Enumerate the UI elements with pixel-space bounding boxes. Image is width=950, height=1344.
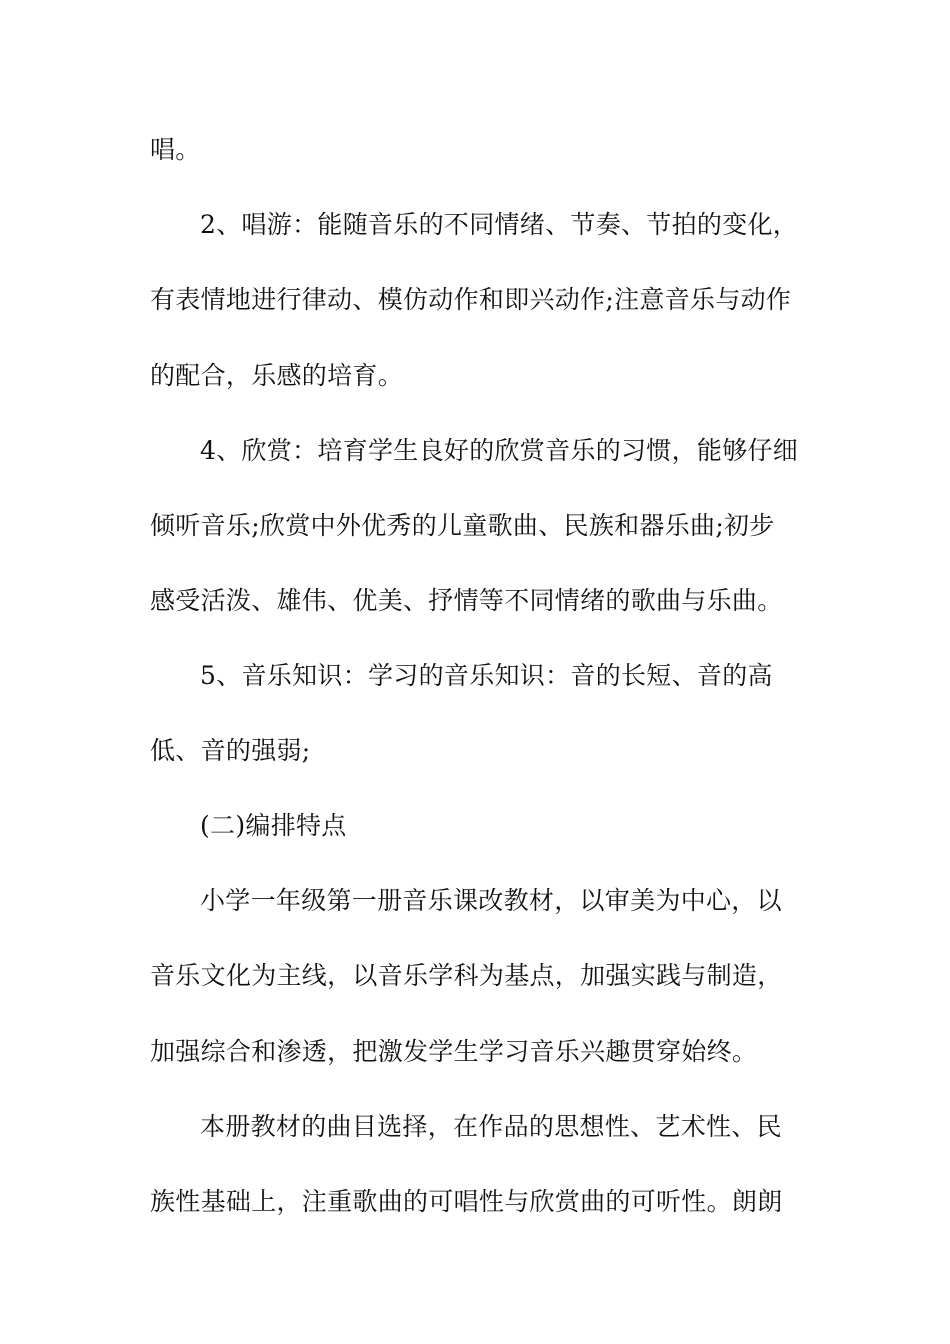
text-line: 感受活泼、雄伟、优美、抒情等不同情绪的歌曲与乐曲。 bbox=[150, 586, 783, 615]
text-line: 唱。 bbox=[150, 135, 201, 164]
text-line: 的配合，乐感的培育。 bbox=[150, 361, 404, 390]
text-line: 5、音乐知识：学习的音乐知识：音的长短、音的高 bbox=[200, 661, 773, 690]
text-line: 小学一年级第一册音乐课改教材，以审美为中心，以 bbox=[200, 886, 782, 915]
text-line: 音乐文化为主线，以音乐学科为基点，加强实践与制造， bbox=[150, 961, 783, 990]
text-line: 族性基础上，注重歌曲的可唱性与欣赏曲的可听性。朗朗 bbox=[150, 1187, 783, 1216]
text-line: 本册教材的曲目选择，在作品的思想性、艺术性、民 bbox=[200, 1112, 782, 1141]
section-heading: (二)编排特点 bbox=[200, 811, 347, 840]
text-line: 低、音的强弱; bbox=[150, 736, 311, 765]
text-line: 倾听音乐;欣赏中外优秀的儿童歌曲、民族和器乐曲;初步 bbox=[150, 511, 775, 540]
text-line: 2、唱游：能随音乐的不同情绪、节奏、节拍的变化， bbox=[200, 210, 799, 239]
text-line: 有表情地进行律动、模仿动作和即兴动作;注意音乐与动作 bbox=[150, 285, 792, 314]
text-line: 加强综合和渗透，把激发学生学习音乐兴趣贯穿始终。 bbox=[150, 1037, 758, 1066]
text-line: 4、欣赏：培育学生良好的欣赏音乐的习惯，能够仔细 bbox=[200, 436, 799, 465]
